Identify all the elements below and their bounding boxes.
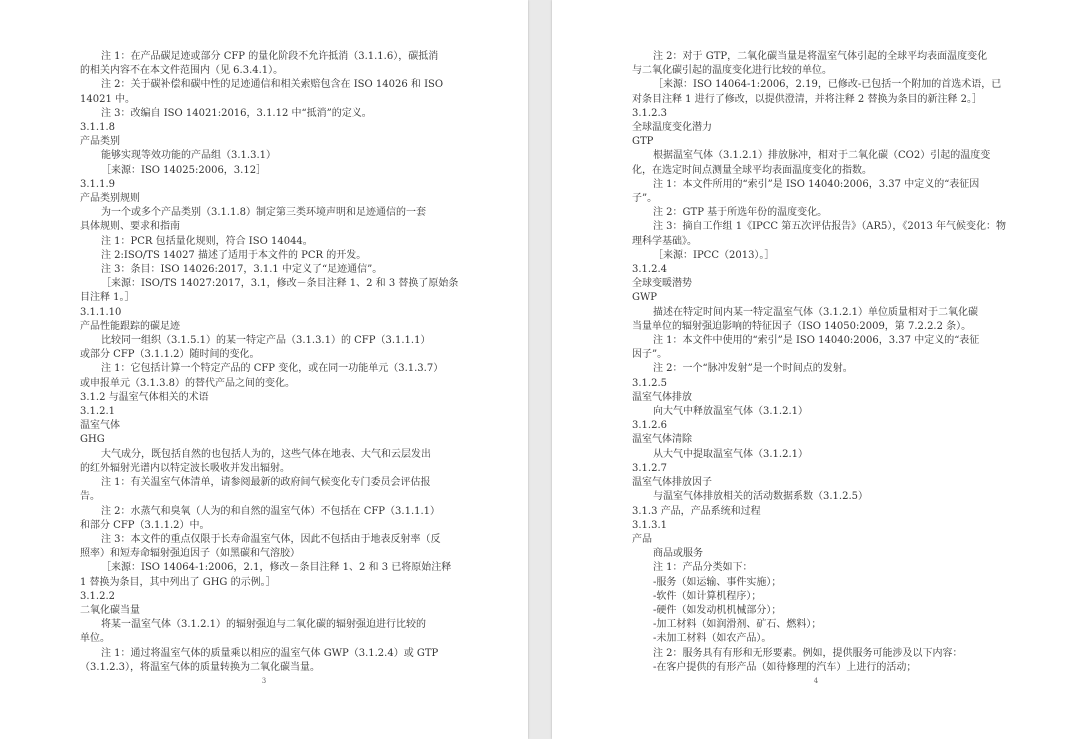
text-line: 对条目注释 1 进行了修改，以提供澄清，并将注释 2 替换为条目的新注释 2。］ — [632, 93, 982, 105]
text-line: 温室气体排放 — [632, 391, 692, 403]
text-line: 注 2:ISO/TS 14027 描述了适用于本文件的 PCR 的开发。 — [101, 249, 367, 261]
text-line: 注 3：本文件的重点仅限于长寿命温室气体，因此不包括由于地表反射率（反 — [101, 533, 441, 545]
text-line: 注 1：有关温室气体清单，请参阅最新的政府间气候变化专门委员会评估报 — [101, 477, 431, 489]
text-line: 单位。 — [80, 633, 110, 645]
text-line: 的相关内容不在本文件范围内（见 6.3.4.1）。 — [80, 65, 284, 77]
text-line: 照率）和短寿命辐射强迫因子（如黑碳和气溶胶） — [80, 548, 300, 560]
text-line: ［来源：ISO 14064-1:2006，2.19，已修改-已包括一个附加的首选术语，已 — [653, 79, 1002, 91]
text-line: 3.1.2.6 — [632, 420, 667, 432]
page-text-body — [632, 50, 1050, 675]
text-line: 产品类别规则 — [80, 193, 140, 205]
text-line: 为一个或多个产品类别（3.1.1.8）制定第三类环境声明和足迹通信的一套 — [101, 207, 426, 219]
text-line: 3.1.2.2 — [80, 590, 115, 602]
text-line: 注 2：服务具有有形和无形要素。例如，提供服务可能涉及以下内容： — [653, 647, 963, 659]
document-page-4 — [552, 0, 1080, 739]
text-line: 产品类别 — [80, 136, 120, 148]
text-line: 3.1.3.1 — [632, 519, 667, 531]
text-line: 注 1：通过将温室气体的质量乘以相应的温室气体 GWP（3.1.2.4）或 GTP — [101, 647, 439, 659]
text-line: 注 2：关于碳补偿和碳中性的足迹通信和相关索赔包含在 ISO 14026 和 ISO — [101, 79, 444, 91]
text-line: 子”。 — [632, 193, 658, 205]
text-line: 目注释 1。］ — [80, 292, 135, 304]
text-line: 理科学基础》。 — [632, 235, 697, 247]
text-line: 温室气体清除 — [632, 434, 692, 446]
text-line: GHG — [80, 434, 105, 446]
text-line: 14021 中。 — [80, 93, 135, 105]
text-line: -加工材料（如润滑剂、矿石、燃料）； — [653, 619, 822, 631]
text-line: 商品或服务 — [653, 548, 703, 560]
text-line: 告。 — [80, 491, 100, 503]
text-line: 注 3：条目：ISO 14026:2017，3.1.1 中定义了“足迹通信”。 — [101, 264, 383, 276]
text-line: 3.1.2.4 — [632, 264, 667, 276]
text-line: 当量单位的辐射强迫影响的特征因子（ISO 14050:2009，第 7.2.2.2 条）。 — [632, 320, 972, 332]
text-line: 3.1.2.3 — [632, 107, 667, 119]
text-line: 注 2：一个“脉冲发射”是一个时间点的发射。 — [653, 363, 853, 375]
text-line: -在客户提供的有形产品（如待修理的汽车）上进行的活动； — [653, 661, 917, 673]
text-line: 3.1.2.1 — [80, 406, 115, 418]
text-line: 全球变暖潜势 — [632, 278, 692, 290]
text-line: 和部分 CFP（3.1.1.2）中。 — [80, 519, 210, 531]
text-line: 化，在选定时间点测量全球平均表面温度变化的指数。 — [632, 164, 872, 176]
text-line: 从大气中提取温室气体（3.1.2.1） — [653, 448, 808, 460]
text-line: 与二氧化碳引起的温度变化进行比较的单位。 — [632, 65, 832, 77]
text-line: -未加工材料（如农产品）。 — [653, 633, 772, 645]
text-line: 注 2：水蒸气和臭氧（人为的和自然的温室气体）不包括在 CFP（3.1.1.1） — [101, 505, 441, 517]
text-line: 1 替换为条目，其中列出了 GHG 的示例。］ — [80, 576, 276, 588]
text-line: ［来源：ISO/TS 14027:2017，3.1，修改－条目注释 1、2 和 3 替换了原始条 — [101, 278, 459, 290]
text-line: 产品 — [632, 533, 652, 545]
text-line: 注 2：GTP 基于所选年份的温度变化。 — [653, 207, 828, 219]
text-line: 向大气中释放温室气体（3.1.2.1） — [653, 406, 808, 418]
text-line: 大气成分，既包括自然的也包括人为的，这些气体在地表、大气和云层发出 — [101, 448, 431, 460]
text-line: 描述在特定时间内某一特定温室气体（3.1.2.1）单位质量相对于二氧化碳 — [653, 306, 978, 318]
text-line: 注 1：它包括计算一个特定产品的 CFP 变化，或在同一功能单元（3.1.3.7） — [101, 363, 444, 375]
text-line: ［来源：ISO 14025:2006，3.12］ — [101, 164, 267, 176]
text-line: 3.1.3 产品，产品系统和过程 — [632, 505, 761, 517]
text-line: GTP — [632, 136, 654, 148]
text-line: 注 1：产品分类如下： — [653, 562, 753, 574]
text-line: 3.1.2.7 — [632, 462, 667, 474]
text-line: 注 2：对于 GTP，二氧化碳当量是将温室气体引起的全球平均表面温度变化 — [653, 51, 988, 62]
text-line: 或申报单元（3.1.3.8）的替代产品之间的变化。 — [80, 377, 295, 389]
text-line: 二氧化碳当量 — [80, 604, 140, 616]
text-line: 3.1.1.10 — [80, 306, 122, 318]
text-line: ［来源：IPCC（2013）。］ — [653, 249, 775, 261]
text-line: 的红外辐射光谱内以特定波长吸收并发出辐射。 — [80, 462, 290, 474]
text-line: 温室气体 — [80, 420, 120, 432]
text-line: （3.1.2.3），将温室气体的质量转换为二氧化碳当量。 — [80, 661, 320, 673]
text-line: 3.1.1.8 — [80, 122, 115, 134]
text-line: 注 1：本文件所用的“索引”是 ISO 14040:2006，3.37 中定义的“表征因 — [653, 178, 980, 190]
text-line: 将某一温室气体（3.1.2.1）的辐射强迫与二氧化碳的辐射强迫进行比较的 — [101, 619, 426, 631]
text-line: 注 1：本文件中使用的“索引”是 ISO 14040:2006，3.37 中定义的“表征 — [653, 335, 980, 347]
text-line: 根据温室气体（3.1.2.1）排放脉冲，相对于二氧化碳（CO2）引起的温度变 — [653, 150, 991, 162]
text-line: 3.1.2 与温室气体相关的术语 — [80, 391, 209, 403]
text-line: GWP — [632, 292, 657, 304]
text-line: 注 3：改编自 ISO 14021:2016，3.1.12 中“抵消”的定义。 — [101, 107, 372, 119]
page-number: 4 — [813, 677, 819, 685]
text-line: 能够实现等效功能的产品组（3.1.3.1） — [101, 150, 276, 162]
text-line: 产品性能跟踪的碳足迹 — [80, 320, 180, 332]
text-line: -软件（如计算机程序）； — [653, 590, 762, 602]
text-line: 具体规则、要求和指南 — [80, 221, 180, 233]
text-line: 全球温度变化潜力 — [632, 122, 712, 134]
text-line: 与温室气体排放相关的活动数据系数（3.1.2.5） — [653, 491, 868, 503]
page-text-body — [80, 50, 498, 675]
text-line: 3.1.1.9 — [80, 178, 115, 190]
text-line: 或部分 CFP（3.1.1.2）随时间的变化。 — [80, 349, 260, 361]
text-line: ［来源：ISO 14064-1:2006，2.1，修改－条目注释 1、2 和 3 已将原始注释 — [101, 562, 452, 574]
text-line: -硬件（如发动机机械部分）； — [653, 604, 782, 616]
text-line: 因子”。 — [632, 349, 668, 361]
text-line: 注 1：PCR 包括量化规则，符合 ISO 14044。 — [101, 235, 313, 247]
page-number: 3 — [261, 677, 267, 685]
document-page-3 — [0, 0, 528, 739]
text-line: 注 3：摘自工作组 1《IPCC 第五次评估报告》（AR5），《2013 年气候变化：物 — [653, 221, 1006, 233]
text-line: 比较同一组织（3.1.5.1）的某一特定产品（3.1.3.1）的 CFP（3.1.1.1） — [101, 335, 431, 347]
text-line: 3.1.2.5 — [632, 377, 667, 389]
text-line: -服务（如运输、事件实施）； — [653, 576, 782, 588]
text-line: 温室气体排放因子 — [632, 477, 712, 489]
text-line: 注 1：在产品碳足迹或部分 CFP 的量化阶段不允许抵消（3.1.1.6），碳抵消 — [101, 51, 439, 62]
